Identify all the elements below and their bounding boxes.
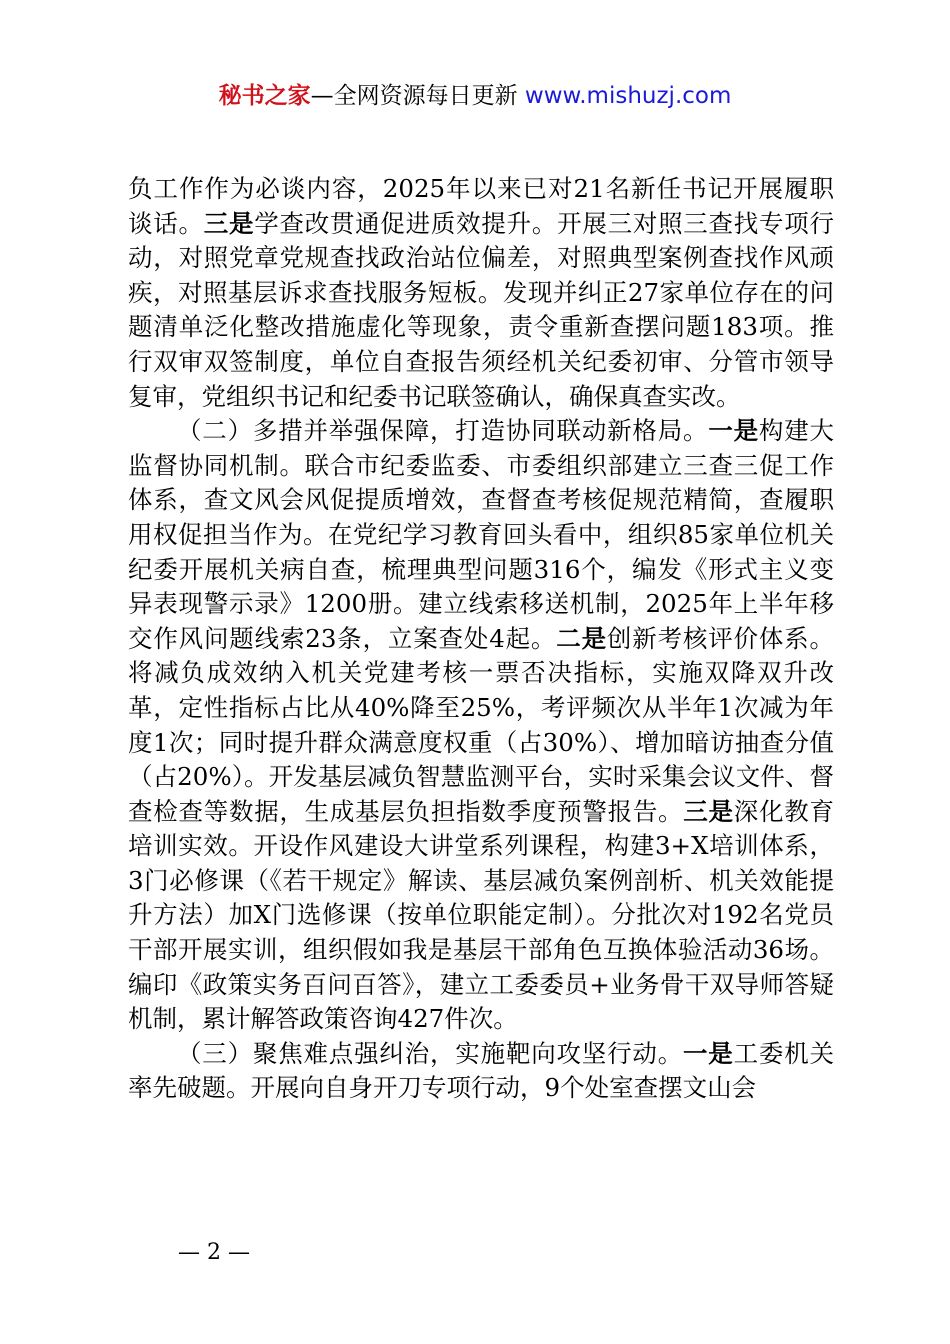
text-run: 学查改贯通促进质效提升。开展三对照三查找专项行动，对照党章党规查找政治站位偏差，对照典型案例查找作风顽疾，对照基层诉求查找服务短板。发现并纠正27家单位存在的问题清单泛化整改措施虚化等现象，责令重新查摆问题183项。推行双审双签制度，单位自查报告须经机关纪委初审、分管市领导复审，党组织书记和纪委书记联签确认，确保真查实改。: [128, 208, 835, 411]
header-brand: 秘书之家: [218, 83, 311, 109]
text-run: 工委机关率先破题。开展向自身开刀专项行动，9个处室查摆文山会: [128, 1038, 835, 1103]
paragraph: [128, 1037, 834, 1106]
paragraph: [128, 172, 834, 414]
bold-ordinal: 三是: [683, 796, 734, 826]
bold-ordinal: 三是: [203, 208, 255, 238]
header-site-link[interactable]: www.mishuzj.com: [524, 83, 732, 109]
header-tagline: —全网资源每日更新: [310, 83, 525, 109]
bold-ordinal: 二是: [556, 623, 607, 653]
text-run: 深化教育培训实效。开设作风建设大讲堂系列课程，构建3+X培训体系，3门必修课（《若干规定》解读、基层减负案例剖析、机关效能提升方法）加X门选修课（按单位职能定制）。分批次对192名党员干部开展实训，组织假如我是基层干部角色互换体验活动36场。编印《政策实务百问百答》，建立工委委员+业务骨干双导师答疑机制，累计解答政策咨询427件次。: [128, 796, 835, 1034]
page-number: — 2 —: [178, 1240, 250, 1265]
text-run: 负工作作为必谈内容，2025年以来已对21名新任书记开展履职谈话。: [128, 174, 834, 238]
bold-ordinal: 一是: [708, 416, 759, 446]
text-run: 创新考核评价体系。将减负成效纳入机关党建考核一票否决指标，实施双降双升改革，定性指标占比从40%降至25%，考评频次从半年1次减为年度1次；同时提升群众满意度权重（占30%）、增加暗访抽查分值（占20%）。开发基层减负智慧监测平台，实时采集会议文件、督查检查等数据，生成基层负担指数季度预警报告。: [128, 623, 835, 826]
section-heading: （二）多措并举强保障，打造协同联动新格局。: [177, 416, 709, 446]
paragraph: [128, 414, 834, 1037]
bold-ordinal: 一是: [683, 1038, 734, 1068]
section-heading: （三）聚焦难点强纠治，实施靶向攻坚行动。: [177, 1038, 683, 1068]
text-run: 构建大监督协同机制。联合市纪委监委、市委组织部建立三查三促工作体系，查文风会风促提质增效，查督查考核促规范精简，查履职用权促担当作为。在党纪学习教育回头看中，组织85家单位机关纪委开展机关病自查，梳理典型问题316个，编发《形式主义变异表现警示录》1200册。建立线索移送机制，2025年上半年移交作风问题线索23条，立案查处4起。: [128, 416, 835, 653]
page-header: [0, 80, 950, 112]
document-body: [128, 172, 834, 1106]
